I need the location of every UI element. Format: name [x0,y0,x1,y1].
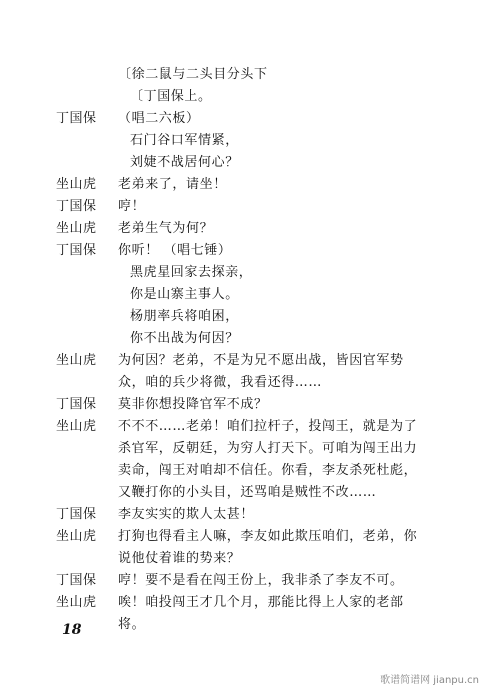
speaker-name: 丁国保 [56,507,97,522]
line-text: 打狗也得看主人嘛，李友如此欺压咱们，老弟，你 [118,529,418,544]
line-text: 李友实实的欺人太甚！ [118,507,255,522]
line-text: 你不出战为何因？ [130,331,239,346]
speaker-name: 坐山虎 [56,529,97,544]
line-text: 莫非你想投降官军不成？ [118,397,268,412]
line-text: 众，咱的兵少将微，我看还得…… [118,375,323,390]
dialogue-row [0,86,485,108]
speaker-name: 丁国保 [56,243,97,258]
dialogue-row [0,240,485,262]
line-text: 将。 [118,617,146,632]
dialogue-row [0,548,485,570]
watermark-text: 歌谱简谱网 jianpu.cn [380,675,479,686]
line-text: 〔丁国保上。 [130,89,212,104]
dialogue-row [0,152,485,174]
line-text: 你听！ （唱七锤） [118,243,232,258]
dialogue-row [0,592,485,614]
line-text: 哼！要不是看在闯王份上，我非杀了李友不可。 [118,573,404,588]
line-text: 不不不……老弟！咱们拉杆子，投闯王，就是为了 [118,419,418,434]
line-text: 老弟来了，请坐！ [118,177,227,192]
line-text: 杀官军，反朝廷，为穷人打天下。可咱为闯王出力 [118,441,418,456]
speaker-name: 丁国保 [56,199,97,214]
line-text: 老弟生气为何？ [118,221,214,236]
line-text: 说他仗着谁的势来？ [118,551,241,566]
line-text: 为何因？老弟，不是为兄不愿出战，皆因官军势 [118,353,404,368]
dialogue-row [0,438,485,460]
dialogue-row [0,482,485,504]
dialogue-row [0,504,485,526]
dialogue-row [0,526,485,548]
line-text: （唱二六板） [118,111,200,126]
dialogue-row [0,460,485,482]
line-text: 黑虎星回家去探亲， [130,265,253,280]
dialogue-row [0,196,485,218]
line-text: 哼！ [118,199,146,214]
dialogue-row [0,350,485,372]
speaker-name: 坐山虎 [56,353,97,368]
line-text: 刘婕不战居何心？ [130,155,239,170]
dialogue-row [0,108,485,130]
speaker-name: 坐山虎 [56,595,97,610]
dialogue-row [0,394,485,416]
speaker-name: 坐山虎 [56,419,97,434]
line-text: 你是山寨主事人。 [130,287,239,302]
speaker-name: 坐山虎 [56,177,97,192]
speaker-name: 坐山虎 [56,221,97,236]
speaker-name: 丁国保 [56,573,97,588]
line-text: 〔徐二鼠与二头目分头下 [118,67,268,82]
speaker-name: 丁国保 [56,397,97,412]
line-text: 唉！咱投闯王才几个月，那能比得上人家的老部 [118,595,404,610]
dialogue-row [0,64,485,86]
dialogue-row [0,328,485,350]
dialogue-row [0,570,485,592]
dialogue-row [0,306,485,328]
dialogue-row [0,284,485,306]
dialogue-row [0,372,485,394]
dialogue-row [0,262,485,284]
page-number: 18 [62,622,82,638]
dialogue-row [0,416,485,438]
dialogue-row [0,130,485,152]
speaker-name: 丁国保 [56,111,97,126]
line-text: 卖命，闯王对咱却不信任。你看，李友杀死杜彪， [118,463,418,478]
line-text: 杨朋率兵将咱困， [130,309,239,324]
line-text: 石门谷口军情紧， [130,133,239,148]
dialogue-row [0,218,485,240]
dialogue-row [0,174,485,196]
line-text: 又鞭打你的小头目，还骂咱是贼性不改…… [118,485,377,500]
